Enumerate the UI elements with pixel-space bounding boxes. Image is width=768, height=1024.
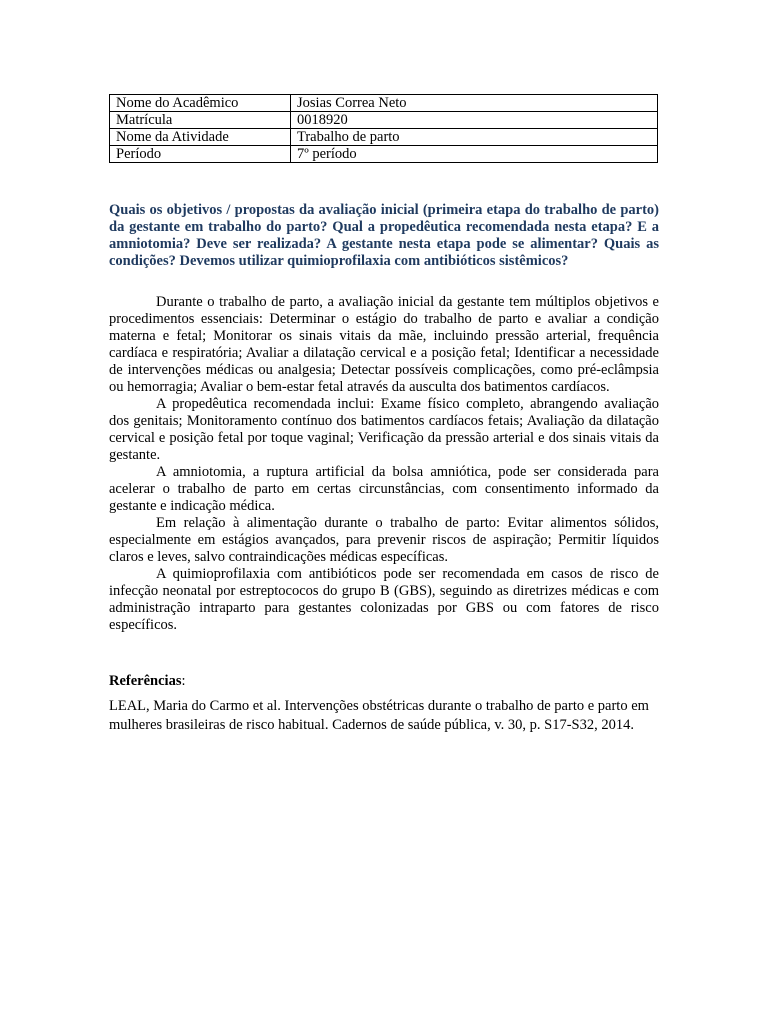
- question-heading: Quais os objetivos / propostas da avaliação inicial (primeira etapa do trabalho de parto) da gestante em trabalho do parto? Qual a propedêutica recomendada nesta etapa? E a amniotomia? Deve ser realizada? A gestante nesta etapa pode se alimentar? Quais as condições? Devemos utilizar quimioprofilaxia com antibióticos sistêmicos?: [109, 202, 659, 269]
- references-heading-label: Referências: [109, 673, 182, 689]
- reference-item: LEAL, Maria do Carmo et al. Intervenções obstétricas durante o trabalho de parto e parto em mulheres brasileiras de risco habitual. Cadernos de saúde pública, v. 30, p. S17-S32, 2014.: [109, 698, 649, 733]
- row-label: Período: [110, 146, 291, 163]
- row-label: Nome do Acadêmico: [110, 95, 291, 112]
- row-value: 0018920: [291, 112, 658, 129]
- row-label: Matrícula: [110, 112, 291, 129]
- student-info-table: [109, 94, 658, 163]
- answer-paragraph: A propedêutica recomendada inclui: Exame físico completo, abrangendo avaliação dos genitais; Monitoramento contínuo dos batimentos cardíacos fetais; Avaliação da dilatação cervical e posição fetal por toque vaginal; Verificação da pressão arterial e dos sinais vitais da gestante.: [109, 396, 659, 463]
- row-value: 7º período: [291, 146, 658, 163]
- row-label: Nome da Atividade: [110, 129, 291, 146]
- table-row: [110, 112, 658, 129]
- table-row: [110, 95, 658, 112]
- answer-paragraph: A amniotomia, a ruptura artificial da bolsa amniótica, pode ser considerada para acelerar o trabalho de parto em certas circunstâncias, com consentimento informado da gestante e indicação médica.: [109, 464, 659, 514]
- table-row: [110, 146, 658, 163]
- answer-paragraph: Em relação à alimentação durante o trabalho de parto: Evitar alimentos sólidos, especialmente em estágios avançados, para prevenir riscos de aspiração; Permitir líquidos claros e leves, salvo contraindicações médicas específicas.: [109, 515, 659, 565]
- answer-paragraph: A quimioprofilaxia com antibióticos pode ser recomendada em casos de risco de infecção neonatal por estreptococos do grupo B (GBS), seguindo as diretrizes médicas e com administração intraparto para gestantes colonizadas por GBS ou com fatores de risco específicos.: [109, 566, 659, 633]
- references-heading-colon: :: [181, 673, 186, 689]
- answer-body: [109, 294, 659, 634]
- answer-paragraph: Durante o trabalho de parto, a avaliação inicial da gestante tem múltiplos objetivos e procedimentos essenciais: Determinar o estágio do trabalho de parto e avaliar a condição materna e fetal; Monitorar os sinais vitais da mãe, incluindo pressão arterial, frequência cardíaca e respiratória; Avaliar a dilatação cervical e a posição fetal; Identificar a necessidade de intervenções médicas ou analgesia; Detectar possíveis complicações, como pré-eclâmpsia ou hemorragia; Avaliar o bem-estar fetal através da ausculta dos batimentos cardíacos.: [109, 294, 659, 395]
- row-value: Trabalho de parto: [291, 129, 658, 146]
- table-row: [110, 129, 658, 146]
- references-heading: [109, 673, 186, 690]
- row-value: Josias Correa Neto: [291, 95, 658, 112]
